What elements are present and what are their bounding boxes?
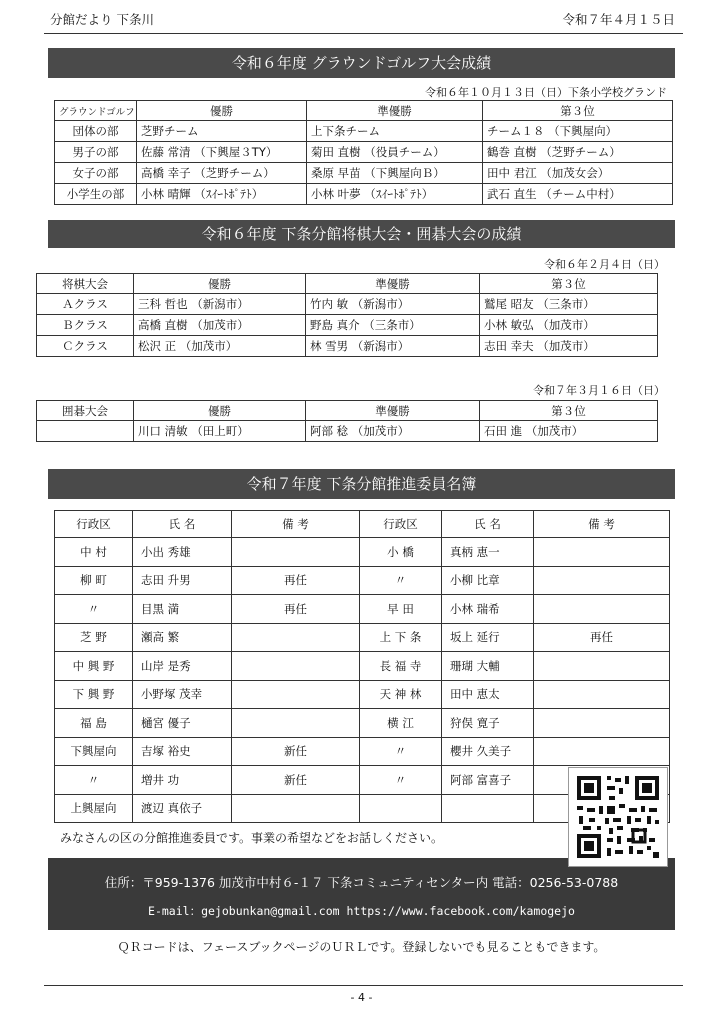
- roster-header-name: 氏 名: [133, 511, 232, 538]
- name-cell: 阿部 富喜子: [442, 766, 534, 795]
- district-cell: 横 江: [360, 709, 442, 738]
- roster-header-remarks: 備 考: [232, 511, 360, 538]
- golf-header-third: 第３位: [483, 101, 673, 121]
- golf-date: 令和６年１０月１３日（日）下条小学校グランド: [425, 86, 667, 99]
- issue-date: 令和７年４月１５日: [562, 12, 675, 27]
- shogi-date: 令和６年２月４日（日）: [544, 258, 665, 271]
- table-row: [55, 709, 670, 738]
- name-cell: 吉塚 裕史: [133, 737, 232, 766]
- name-cell: 小出 秀雄: [133, 538, 232, 567]
- remarks-cell: [534, 566, 670, 595]
- remarks-cell: [232, 538, 360, 567]
- table-row: 女子の部 高橋 幸子 （芝野チーム） 桑原 早苗 （下興屋向Ｂ） 田中 君江 （加茂女会）: [55, 163, 673, 184]
- district-cell: 福 島: [55, 709, 133, 738]
- name-cell: 櫻井 久美子: [442, 737, 534, 766]
- table-row: [55, 595, 670, 624]
- remarks-cell: 再任: [534, 623, 670, 652]
- go-date: 令和７年３月１６日（日）: [533, 384, 665, 397]
- table-row: [55, 623, 670, 652]
- district-cell: 小 橋: [360, 538, 442, 567]
- qr-code-icon: [569, 768, 667, 866]
- remarks-cell: [232, 709, 360, 738]
- remarks-cell: 再任: [232, 595, 360, 624]
- golf-header-winner: 優勝: [137, 101, 307, 121]
- district-cell: 下 興 野: [55, 680, 133, 709]
- name-cell: 小林 瑞希: [442, 595, 534, 624]
- golf-results-table: [54, 100, 673, 205]
- name-cell: 増井 功: [133, 766, 232, 795]
- page-number: - 4 -: [350, 991, 373, 1004]
- table-row: Ａクラス 三科 哲也 （新潟市） 竹内 敏 （新潟市） 鷲尾 昭友 （三条市）: [37, 294, 658, 315]
- name-cell: 小野塚 茂幸: [133, 680, 232, 709]
- table-row: Ｃクラス 松沢 正 （加茂市） 林 雪男 （新潟市） 志田 幸夫 （加茂市）: [37, 336, 658, 357]
- name-cell: 山岸 是秀: [133, 652, 232, 681]
- district-cell: 下興屋向: [55, 737, 133, 766]
- district-cell: 天 神 林: [360, 680, 442, 709]
- roster-header-district-2: 行政区: [360, 511, 442, 538]
- district-cell: 〃: [360, 766, 442, 795]
- golf-header-runnerup: 準優勝: [307, 101, 483, 121]
- table-row: 川口 清敏 （田上町） 阿部 稔 （加茂市） 石田 進 （加茂市）: [37, 421, 658, 442]
- district-cell: 〃: [360, 737, 442, 766]
- name-cell: 目黒 満: [133, 595, 232, 624]
- shogi-header-winner: 優勝: [134, 274, 306, 294]
- remarks-cell: [534, 737, 670, 766]
- contact-band: [48, 858, 675, 930]
- newsletter-title: 分館だより 下条川: [50, 12, 154, 27]
- shogi-header-runnerup: 準優勝: [306, 274, 480, 294]
- remarks-cell: [534, 538, 670, 567]
- shogi-header-third: 第３位: [480, 274, 658, 294]
- contact-web: E-mail：gejobunkan@gmail.com https://www.facebook.com/kamogejo: [148, 904, 575, 918]
- table-row: [55, 652, 670, 681]
- name-cell: 渡辺 真依子: [133, 794, 232, 823]
- name-cell: 樋宮 優子: [133, 709, 232, 738]
- table-row: [55, 566, 670, 595]
- roster-header-remarks-2: 備 考: [534, 511, 670, 538]
- shogi-header-class: 将棋大会: [37, 274, 134, 294]
- roster-header-name-2: 氏 名: [442, 511, 534, 538]
- go-results-table: [36, 400, 658, 442]
- remarks-cell: [534, 595, 670, 624]
- name-cell: 坂上 延行: [442, 623, 534, 652]
- remarks-cell: [534, 680, 670, 709]
- district-cell: 中 村: [55, 538, 133, 567]
- committee-title-band: 令和７年度 下条分館推進委員名簿: [48, 469, 675, 499]
- table-row: 団体の部 芝野チーム 上下条チーム チーム１８ （下興屋向）: [55, 121, 673, 142]
- table-row: [55, 538, 670, 567]
- table-row: 小学生の部 小林 晴輝 （ｽｲｰﾄﾎﾟﾃﾄ） 小林 叶夢 （ｽｲｰﾄﾎﾟﾃﾄ） 武石 直生 （チーム中村）: [55, 184, 673, 205]
- district-cell: 〃: [55, 595, 133, 624]
- remarks-cell: [232, 680, 360, 709]
- table-row: Ｂクラス 高橋 直樹 （加茂市） 野島 真介 （三条市） 小林 敏弘 （加茂市）: [37, 315, 658, 336]
- name-cell: [442, 794, 534, 823]
- footer-divider: [44, 985, 683, 986]
- table-row: [55, 737, 670, 766]
- district-cell: [360, 794, 442, 823]
- golf-header-category: グラウンドゴルフ: [55, 101, 137, 121]
- remarks-cell: [534, 652, 670, 681]
- remarks-cell: [232, 652, 360, 681]
- remarks-cell: [232, 794, 360, 823]
- remarks-cell: [232, 623, 360, 652]
- district-cell: 長 福 寺: [360, 652, 442, 681]
- name-cell: 田中 恵太: [442, 680, 534, 709]
- remarks-cell: 再任: [232, 566, 360, 595]
- go-header-winner: 優勝: [134, 401, 306, 421]
- name-cell: 狩俣 寛子: [442, 709, 534, 738]
- remarks-cell: 新任: [232, 737, 360, 766]
- name-cell: 瀬高 繁: [133, 623, 232, 652]
- district-cell: 中 興 野: [55, 652, 133, 681]
- remarks-cell: [534, 709, 670, 738]
- committee-note: みなさんの区の分館推進委員です。事業の希望などをお話しください。: [60, 831, 444, 845]
- district-cell: 〃: [360, 566, 442, 595]
- contact-address: 住所：〒959-1376 加茂市中村６-１７ 下条コミュニティセンター内 電話：0256-53-0788: [104, 875, 619, 890]
- table-row: 男子の部 佐藤 常清 （下興屋３TY） 菊田 直樹 （役員チーム） 鶴巻 直樹 （芝野チーム）: [55, 142, 673, 163]
- district-cell: 芝 野: [55, 623, 133, 652]
- go-header-class: 囲碁大会: [37, 401, 134, 421]
- go-header-third: 第３位: [480, 401, 658, 421]
- remarks-cell: 新任: [232, 766, 360, 795]
- district-cell: 〃: [55, 766, 133, 795]
- district-cell: 上 下 条: [360, 623, 442, 652]
- name-cell: 小柳 比章: [442, 566, 534, 595]
- golf-title-band: 令和６年度 グラウンドゴルフ大会成績: [48, 48, 675, 78]
- district-cell: 柳 町: [55, 566, 133, 595]
- district-cell: 早 田: [360, 595, 442, 624]
- go-header-runnerup: 準優勝: [306, 401, 480, 421]
- shogi-results-table: [36, 273, 658, 357]
- shogi-go-title-band: 令和６年度 下条分館将棋大会・囲碁大会の成績: [48, 220, 675, 248]
- name-cell: 志田 升男: [133, 566, 232, 595]
- qr-code[interactable]: [568, 767, 668, 867]
- district-cell: 上興屋向: [55, 794, 133, 823]
- roster-header-district: 行政区: [55, 511, 133, 538]
- name-cell: 真柄 恵一: [442, 538, 534, 567]
- name-cell: 珊瑚 大輔: [442, 652, 534, 681]
- header-divider: [44, 33, 683, 34]
- table-row: [55, 680, 670, 709]
- qr-note: ＱＲコードは、フェースブックページのＵＲＬです。登録しないでも見ることもできます。: [117, 940, 606, 954]
